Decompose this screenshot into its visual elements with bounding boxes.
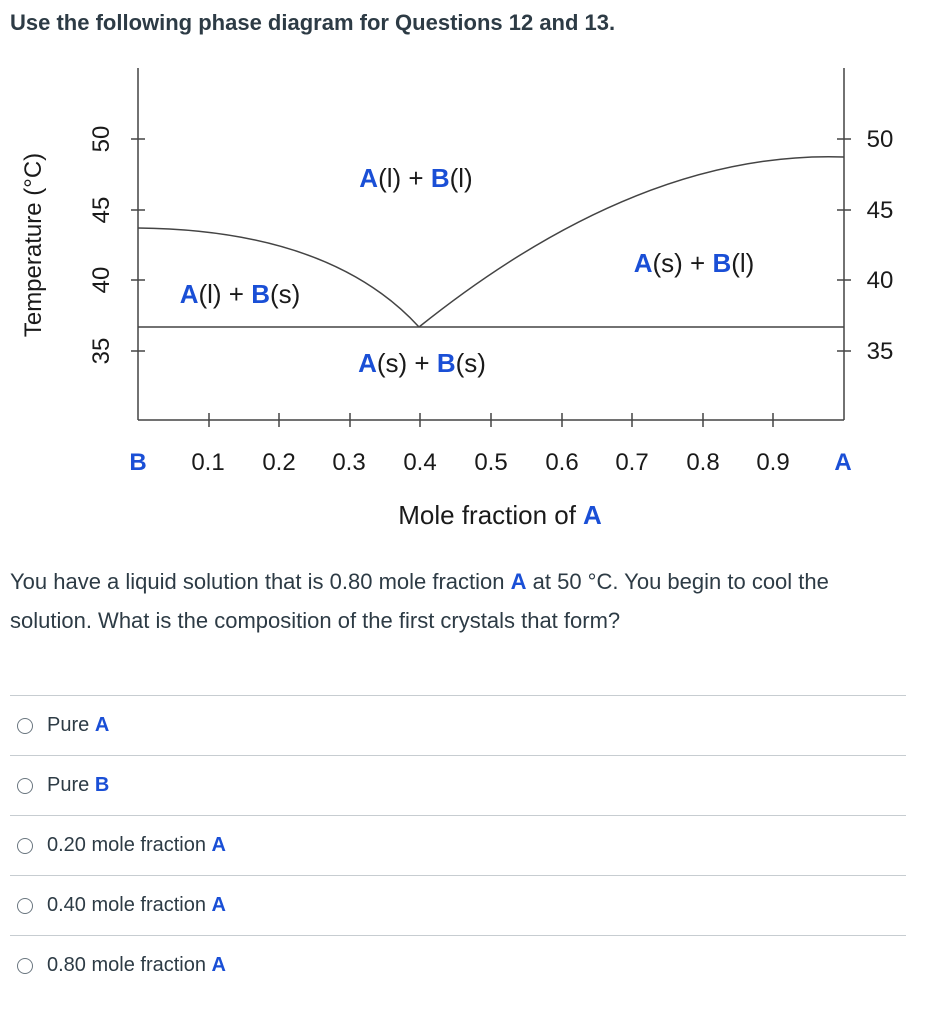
region-liquid-plus: +: [401, 163, 431, 193]
answer-prefix: 0.20 mole fraction: [47, 834, 212, 856]
radio-button[interactable]: [17, 838, 33, 854]
answer-highlight: A: [211, 954, 226, 976]
region-liquid-b: B: [430, 163, 450, 193]
x-tick-label-0.8: 0.8: [686, 449, 720, 476]
region-left-plus: +: [221, 279, 252, 309]
region-liquid-a-state: (l): [378, 163, 402, 193]
y-tick-label-40: 40: [88, 266, 115, 294]
answer-option-0.40-a[interactable]: [10, 875, 906, 935]
region-label-right-two-phase: [634, 248, 755, 278]
region-label-liquid: [359, 163, 472, 193]
answer-label: [47, 714, 109, 737]
x-tick-label-0.5: 0.5: [474, 449, 508, 476]
x-tick-labels: [129, 449, 851, 476]
x-tick-label-0.3: 0.3: [332, 449, 366, 476]
x-tick-label-0.7: 0.7: [615, 449, 649, 476]
region-liquid-b-state: (l): [449, 163, 473, 193]
y-tick-label-right-50: 50: [866, 126, 894, 153]
question-part2: at 50 °C. You begin to cool the solution. What is the composition of the first crystals that form?: [10, 569, 829, 633]
region-label-left-two-phase: [180, 279, 301, 309]
y-tick-labels-right: [867, 126, 894, 365]
region-liquid-a: A: [359, 163, 379, 193]
answer-option-pure-b[interactable]: [10, 755, 906, 815]
liquidus-right-curve: [419, 157, 844, 327]
answer-option-0.20-a[interactable]: [10, 815, 906, 875]
region-solid-a: A: [358, 348, 377, 378]
x-tick-label-0.9: 0.9: [756, 449, 790, 476]
liquidus-left-curve: [138, 228, 419, 327]
answer-list: [10, 695, 906, 995]
x-axis-title: [398, 500, 602, 530]
question-text: [10, 562, 910, 640]
answer-label: [47, 894, 226, 917]
answer-prefix: Pure: [47, 714, 95, 736]
region-right-b-state: (l): [731, 248, 755, 278]
question-a: A: [510, 569, 527, 594]
answer-option-pure-a[interactable]: [10, 695, 906, 755]
answer-highlight: A: [94, 714, 110, 736]
answer-label: [47, 954, 226, 977]
region-right-plus: +: [682, 248, 713, 278]
x-tick-label-0.1: 0.1: [191, 449, 225, 476]
x-tick-label-0.4: 0.4: [403, 449, 437, 476]
y-tick-label-50: 50: [88, 125, 115, 153]
answer-prefix: 0.80 mole fraction: [47, 954, 212, 976]
question-part1: You have a liquid solution that is 0.80 mole fraction: [10, 569, 511, 594]
radio-button[interactable]: [17, 718, 33, 734]
x-axis-title-prefix: Mole fraction of: [398, 500, 576, 530]
region-solid-b: B: [436, 348, 456, 378]
answer-label: [47, 774, 109, 797]
region-right-a: A: [633, 248, 653, 278]
x-tick-label-0.6: 0.6: [545, 449, 579, 476]
y-tick-label-right-40: 40: [866, 267, 894, 294]
answer-highlight: B: [94, 774, 110, 796]
radio-button[interactable]: [17, 958, 33, 974]
question-header: Use the following phase diagram for Questions 12 and 13.: [10, 10, 616, 35]
radio-button[interactable]: [17, 898, 33, 914]
region-solid-plus: +: [407, 348, 437, 378]
y-tick-label-right-35: 35: [866, 338, 894, 365]
region-left-b-state: (s): [269, 279, 301, 309]
answer-prefix: Pure: [47, 774, 95, 796]
x-tick-label-0.2: 0.2: [262, 449, 296, 476]
answer-highlight: A: [211, 834, 226, 856]
region-solid-a-state: (s): [376, 348, 408, 378]
region-label-solid: [358, 348, 486, 378]
region-left-a-state: (l): [198, 279, 222, 309]
answer-option-0.80-a[interactable]: [10, 935, 906, 995]
y-tick-labels-left: [88, 126, 115, 365]
y-tick-label-right-45: 45: [866, 197, 894, 224]
region-left-a: A: [179, 279, 199, 309]
region-right-a-state: (s): [652, 248, 683, 278]
x-tick-label-A: A: [834, 449, 852, 476]
answer-label: [47, 834, 226, 857]
x-tick-label-B: B: [129, 449, 147, 476]
y-tick-label-45: 45: [88, 196, 115, 224]
region-right-b: B: [712, 248, 732, 278]
radio-button[interactable]: [17, 778, 33, 794]
answer-highlight: A: [211, 894, 226, 916]
y-axis-title: Temperature (°C): [20, 152, 47, 338]
answer-prefix: 0.40 mole fraction: [47, 894, 212, 916]
region-solid-b-state: (s): [455, 348, 486, 378]
y-tick-label-35: 35: [88, 337, 115, 365]
region-left-b: B: [251, 279, 270, 309]
x-axis-title-a: A: [582, 500, 602, 530]
